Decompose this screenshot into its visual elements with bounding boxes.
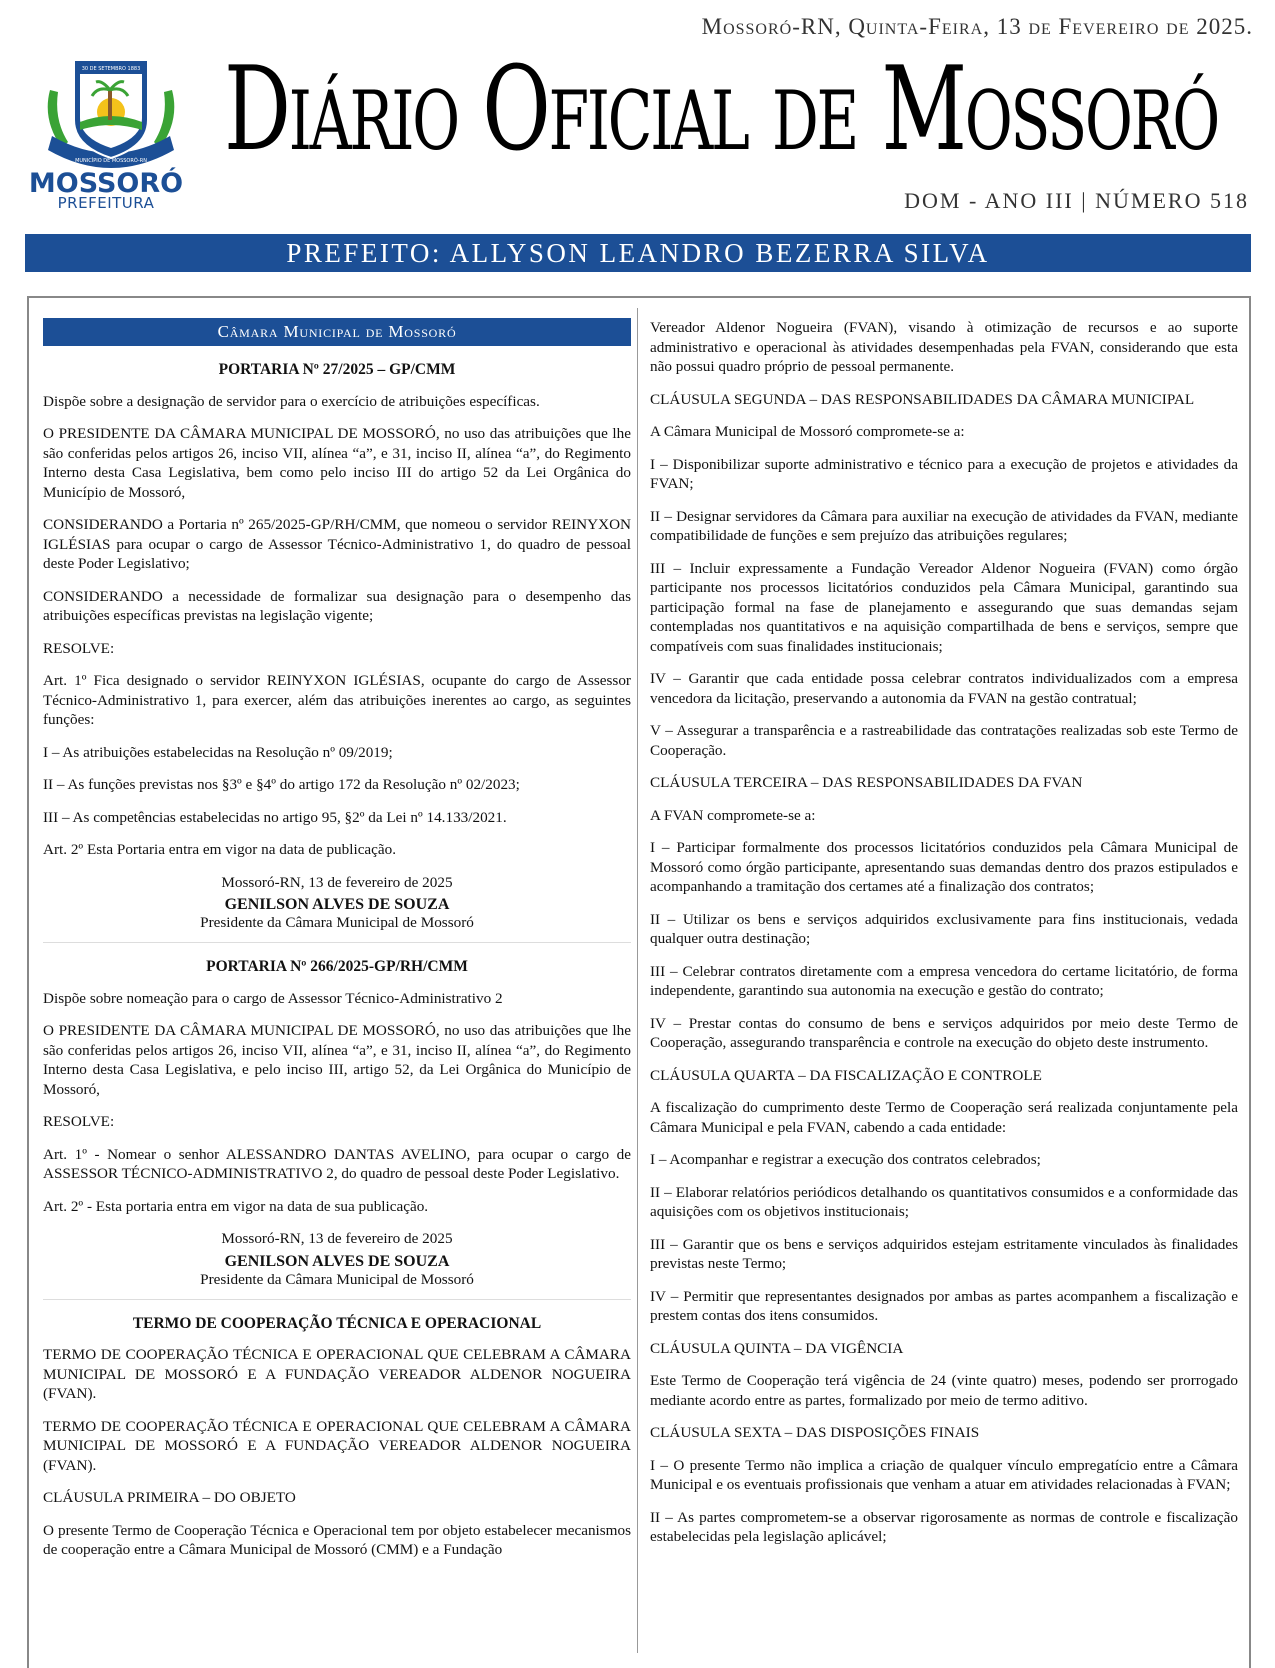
dateline: Mossoró-RN, Quinta-Feira, 13 de Fevereiro de 2025. (701, 14, 1253, 39)
left-column (43, 318, 631, 1573)
clausula-5-heading: CLÁUSULA QUINTA – DA VIGÊNCIA (650, 1339, 904, 1357)
portaria-2-title: PORTARIA Nº 266/2025-GP/RH/CMM (206, 958, 468, 975)
clausula-1-text-part-a: O presente Termo de Cooperação Técnica e Operacional tem por objeto estabelecer mecanismos de cooperação entre a Câmara Municipal de Mossoró (CMM) e a Fundação (43, 1521, 631, 1558)
prefeitura-logo (22, 50, 200, 210)
portaria-1-considerando-1: CONSIDERANDO a Portaria nº 265/2025-GP/RH/CMM, que nomeou o servidor REINYXON IGLÉSIAS para ocupar o cargo de Assessor Técnico-Administrativo 1, do quadro de pessoal deste Poder Legislativo; (43, 516, 631, 572)
portaria-2-ementa: Dispõe sobre nomeação para o cargo de Assessor Técnico-Administrativo 2 (43, 989, 503, 1007)
termo-intro-2: TERMO DE COOPERAÇÃO TÉCNICA E OPERACIONAL QUE CELEBRAM A CÂMARA MUNICIPAL DE MOSSORÓ E A FUNDAÇÃO VEREADOR ALDENOR NOGUEIRA (FVAN). (43, 1417, 631, 1474)
clausula-6-item-1: I – O presente Termo não implica a criação de qualquer vínculo empregatício entre a Câmara Municipal e os eventuais profissionais que venham a atuar em atividades relacionadas à FVAN; (650, 1456, 1238, 1493)
clausula-3-item-3: III – Celebrar contratos diretamente com a empresa vencedora do certame licitatório, de forma independente, garantindo sua autonomia na execução e gestão do contrato; (650, 962, 1238, 999)
termo-title: TERMO DE COOPERAÇÃO TÉCNICA E OPERACIONAL (132, 1314, 542, 1332)
crest-top-text: 30 DE SETEMBRO 1883 (81, 66, 141, 72)
portaria-1-ementa: Dispõe sobre a designação de servidor para o exercício de atribuições específicas. (43, 392, 540, 410)
clausula-2-lead: A Câmara Municipal de Mossoró compromete-se a: (650, 423, 965, 440)
portaria-1-item-2: II – As funções previstas nos §3º e §4º do artigo 172 da Resolução nº 02/2023; (43, 776, 520, 793)
mayor-banner: PREFEITO: ALLYSON LEANDRO BEZERRA SILVA (25, 234, 1251, 272)
clausula-3-item-2: II – Utilizar os bens e serviços adquiridos exclusivamente para fins institucionais, vedada qualquer outra destinação; (650, 910, 1238, 947)
signer-role: Presidente da Câmara Municipal de Mossoró (200, 914, 474, 931)
portaria-1-date: Mossoró-RN, 13 de fevereiro de 2025 (221, 873, 453, 891)
clausula-2-item-1: I – Disponibilizar suporte administrativo e técnico para a execução de projetos e atividades da FVAN; (650, 455, 1238, 492)
clausula-5-text: Este Termo de Cooperação terá vigência de 24 (vinte quatro) meses, podendo ser prorrogado mediante acordo entre as partes, formalizado por meio de termo aditivo. (650, 1372, 1238, 1409)
clausula-4-item-1: I – Acompanhar e registrar a execução dos contratos celebrados; (650, 1151, 1041, 1168)
portaria-1-art1: Art. 1º Fica designado o servidor REINYXON IGLÉSIAS, ocupante do cargo de Assessor Técnico-Administrativo 1, para exercer, além das atribuições inerentes ao cargo, as seguintes funções: (43, 672, 631, 728)
logo-subname: PREFEITURA (57, 194, 155, 210)
portaria-2-date: Mossoró-RN, 13 de fevereiro de 2025 (221, 1230, 453, 1247)
portaria-2-art1: Art. 1º - Nomear o senhor ALESSANDRO DANTAS AVELINO, para ocupar o cargo de ASSESSOR TÉCNICO-ADMINISTRATIVO 2, do quadro de pessoal deste Poder Legislativo. (43, 1145, 631, 1182)
portaria-2-art2: Art. 2º - Esta portaria entra em vigor na data de sua publicação. (43, 1197, 429, 1215)
column-divider (637, 308, 638, 1653)
logo-name: MOSSORÓ (28, 168, 184, 199)
portaria-2-signature (43, 1253, 631, 1289)
clausula-2-item-2: II – Designar servidores da Câmara para auxiliar na execução de atividades da FVAN, mediante compatibilidade de funções e sem prejuízo das atribuições regulares; (650, 507, 1238, 544)
clausula-4-heading: CLÁUSULA QUARTA – DA FISCALIZAÇÃO E CONTROLE (650, 1066, 1042, 1084)
portaria-1-preamble: O PRESIDENTE DA CÂMARA MUNICIPAL DE MOSSORÓ, no uso das atribuições que lhe são conferidas pelos artigos 26, inciso VII, alínea “a”, e 31, inciso II, alínea “a”, do Regimento Interno desta Casa Legislativa, bem como pelo inciso III do artigo 52 da Lei Orgânica do Município de Mossoró, (43, 425, 631, 501)
portaria-1-item-3: III – As competências estabelecidas no artigo 95, §2º da Lei nº 14.133/2021. (43, 808, 507, 826)
crest-bottom-text: MUNICÍPIO DE MOSSORÓ-RN (75, 158, 147, 164)
right-column (650, 318, 1238, 1560)
edition-number: DOM - ANO III | NÚMERO 518 (904, 188, 1249, 213)
portaria-2-preamble: O PRESIDENTE DA CÂMARA MUNICIPAL DE MOSSORÓ, no uso das atribuições que lhe são conferidas pelos artigos 26, inciso VII, alínea “a”, e 31, inciso II, alínea “a”, do Regimento Interno desta Casa Legislativa, e pelo inciso III, artigo 52, da Lei Orgânica do Município de Mossoró, (43, 1022, 631, 1098)
signer-role: Presidente da Câmara Municipal de Mossoró (200, 1270, 474, 1288)
clausula-4-item-2: II – Elaborar relatórios periódicos detalhando os quantitativos consumidos e a conformidade das aquisições com os objetivos institucionais; (650, 1183, 1238, 1220)
clausula-1-text-part-b: Vereador Aldenor Nogueira (FVAN), visando à otimização de recursos e ao suporte administrativo e operacional às atividades desempenhadas pela FVAN, considerando que esta não possui quadro próprio de pessoal permanente. (650, 319, 1238, 375)
portaria-1-art2: Art. 2º Esta Portaria entra em vigor na data de publicação. (43, 841, 397, 858)
section-heading: Câmara Municipal de Mossoró (43, 318, 631, 346)
clausula-3-item-4: IV – Prestar contas do consumo de bens e serviços adquiridos por meio deste Termo de Cooperação, assegurando transparência e controle na execução do objeto deste instrumento. (650, 1014, 1238, 1051)
clausula-6-item-2: II – As partes comprometem-se a observar rigorosamente as normas de controle e fiscalização estabelecidas pela legislação aplicável; (650, 1508, 1238, 1545)
clausula-3-lead: A FVAN compromete-se a: (650, 806, 816, 824)
clausula-3-heading: CLÁUSULA TERCEIRA – DAS RESPONSABILIDADES DA FVAN (650, 774, 1083, 791)
clausula-4-item-4: IV – Permitir que representantes designados por ambas as partes acompanhem a fiscalização e prestem contas dos itens consumidos. (650, 1287, 1238, 1324)
portaria-1-resolve: RESOLVE: (43, 639, 115, 657)
signer-name: GENILSON ALVES DE SOUZA (224, 1252, 450, 1270)
clausula-2-heading: CLÁUSULA SEGUNDA – DAS RESPONSABILIDADES DA CÂMARA MUNICIPAL (650, 390, 1195, 408)
portaria-1-item-1: I – As atribuições estabelecidas na Resolução nº 09/2019; (43, 743, 393, 761)
masthead-title: Diário Oficial de Mossoró (224, 42, 1219, 177)
signer-name: GENILSON ALVES DE SOUZA (224, 896, 450, 913)
separator (43, 1299, 631, 1300)
portaria-1-title: PORTARIA Nº 27/2025 – GP/CMM (218, 361, 456, 378)
clausula-3-item-1: I – Participar formalmente dos processos licitatórios conduzidos pela Câmara Municipal de Mossoró como órgão participante, apresentando suas demandas dentro dos prazos estipulados e acompanhando a tramitação dos certames até a finalização dos contratos; (650, 839, 1238, 895)
clausula-2-item-4: IV – Garantir que cada entidade possa celebrar contratos individualizados com a empresa vencedora da licitação, preservando a autonomia da FVAN na gestão contratual; (650, 670, 1238, 707)
termo-intro-1: TERMO DE COOPERAÇÃO TÉCNICA E OPERACIONAL QUE CELEBRAM A CÂMARA MUNICIPAL DE MOSSORÓ E A FUNDAÇÃO VEREADOR ALDENOR NOGUEIRA (FVAN). (43, 1346, 631, 1402)
portaria-1-signature (43, 896, 631, 932)
clausula-2-item-5: V – Assegurar a transparência e a rastreabilidade das contratações realizadas sob este Termo de Cooperação. (650, 722, 1238, 759)
clausula-4-lead: A fiscalização do cumprimento deste Termo de Cooperação será realizada conjuntamente pela Câmara Municipal e pela FVAN, cabendo a cada entidade: (650, 1099, 1238, 1136)
portaria-2-resolve: RESOLVE: (43, 1113, 115, 1130)
clausula-2-item-3: III – Incluir expressamente a Fundação Vereador Aldenor Nogueira (FVAN) como órgão participante nos processos licitatórios conduzidos pela Câmara Municipal, garantindo sua participação formal na fase de planejamento e assegurando que suas demandas sejam contempladas nos quantitativos e na aquisição compartilhada de bens e serviços, sempre que compatíveis com suas finalidades institucionais; (650, 559, 1238, 655)
clausula-4-item-3: III – Garantir que os bens e serviços adquiridos estejam estritamente vinculados às finalidades previstas neste Termo; (650, 1235, 1238, 1272)
clausula-1-heading: CLÁUSULA PRIMEIRA – DO OBJETO (43, 1489, 296, 1506)
portaria-1-considerando-2: CONSIDERANDO a necessidade de formalizar sua designação para o desempenho das atribuições específicas previstas na legislação vigente; (43, 587, 631, 624)
separator (43, 942, 631, 943)
clausula-6-heading: CLÁUSULA SEXTA – DAS DISPOSIÇÕES FINAIS (650, 1424, 980, 1441)
